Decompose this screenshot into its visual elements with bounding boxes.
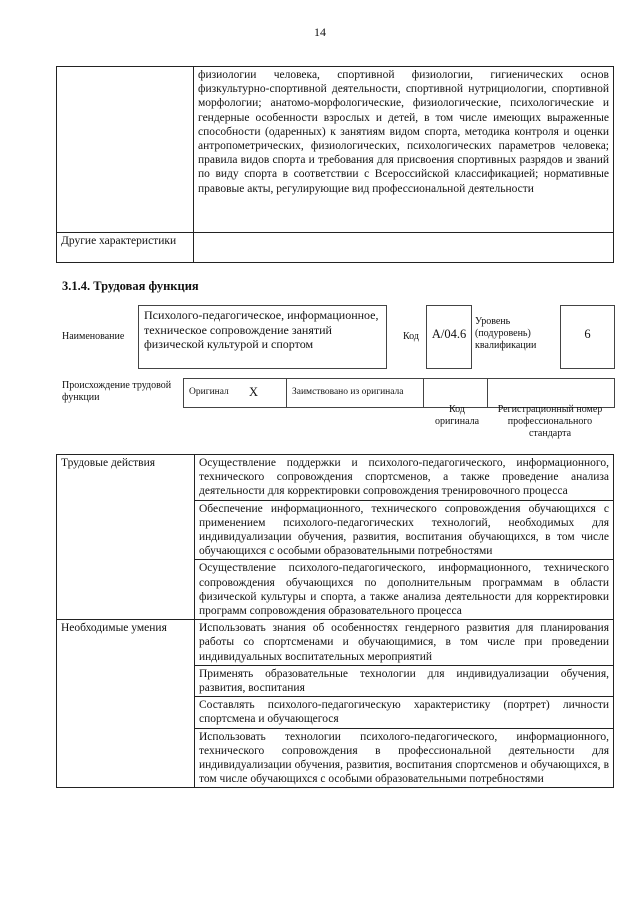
- actions-label: Трудовые действия: [57, 455, 195, 620]
- skill-item: Применять образовательные технологии для индивидуализации обучения, развития, воспитания: [195, 665, 614, 696]
- borrowed-label: Заимствовано из оригинала: [292, 387, 404, 397]
- original-mark: X: [249, 385, 259, 399]
- skill-item: Использовать знания об особенностях гендерного развития для планирования работы со спортсменами и обучающимися, в том числе при проведении индивидуальных воспитательных мероприятий: [195, 620, 614, 666]
- origin-label: Происхождение трудовой функции: [62, 380, 172, 403]
- code-value: А/04.6: [431, 327, 467, 341]
- level-value: 6: [584, 327, 591, 341]
- name-label: Наименование: [62, 331, 125, 342]
- level-label: Уровень (подуровень) квалификации: [475, 316, 537, 351]
- original-label: Оригинал: [189, 387, 229, 397]
- code-original-caption: Код оригинала: [434, 404, 480, 427]
- name-value: Психолого-педагогическое, информационное, техническое сопровождение занятий физической культурой и спортом: [144, 308, 379, 351]
- action-item: Обеспечение информационного, технического сопровождения обучающихся с применением психолого-педагогических технологий, необходимых для индивидуализации обучения, развития, воспитания обучающихся, в том числе обучающихся с особыми образовательными потребностями: [195, 500, 614, 560]
- requirements-text: физиологии человека, спортивной физиологии, гигиенических основ физкультурно-спортивной деятельности, спортивной нутрициологии, спортивной морфологии; анатомо-морфологические, физиологические, психологические и гендерные особенности взрослых и детей, в том числе имеющих выраженные способности (одаренных) к занятиям видом спорта, методика контроля и оценки антропометрических, физиологических, психологических параметров человека; правила видов спорта и требования для присвоения спортивных разрядов и званий по виду спорта в соответствии с Всероссийской классификацией; нормативные правовые акты, регулирующие вид профессиональной деятельности: [194, 67, 614, 233]
- table-row: [57, 233, 614, 263]
- action-item: Осуществление поддержки и психолого-педагогического, информационного, технического сопровождения спортсменов, а также проведение анализа деятельности для корректировки сопровождения тренировочного процесса: [195, 455, 614, 501]
- original-box: [183, 378, 287, 408]
- regnum-caption: Регистрационный номер профессионального стандарта: [497, 404, 603, 439]
- table-row: [57, 455, 614, 501]
- action-item: Осуществление психолого-педагогического, информационного, технического сопровождения обучающихся по дополнительным программам в области физической культуры и спорта, а также анализа деятельности для корректировки программ сопровождения образовательного процесса: [195, 560, 614, 620]
- skills-label: Необходимые умения: [57, 620, 195, 788]
- name-value-box: [138, 305, 387, 369]
- code-value-box: [426, 305, 472, 369]
- borrowed-box: [286, 378, 424, 408]
- other-characteristics-value: [194, 233, 614, 263]
- main-table: [56, 454, 614, 788]
- top-table: [56, 66, 614, 263]
- page-number: 14: [314, 25, 326, 39]
- table-row: [57, 67, 614, 233]
- other-characteristics-label: Другие характеристики: [57, 233, 194, 263]
- level-value-box: [560, 305, 615, 369]
- section-heading: 3.1.4. Трудовая функция: [62, 279, 199, 293]
- table-row: [57, 620, 614, 666]
- skill-item: Использовать технологии психолого-педагогического, информационного, технического сопровождения в профессиональной деятельности для индивидуализации обучения, развития, воспитания спортсменов и обучающихся, в том числе обучающихся с особыми образовательными потребностями: [195, 728, 614, 788]
- skill-item: Составлять психолого-педагогическую характеристику (портрет) личности спортсмена и обучающегося: [195, 697, 614, 728]
- empty-cell: [57, 67, 194, 233]
- code-label: Код: [403, 331, 419, 342]
